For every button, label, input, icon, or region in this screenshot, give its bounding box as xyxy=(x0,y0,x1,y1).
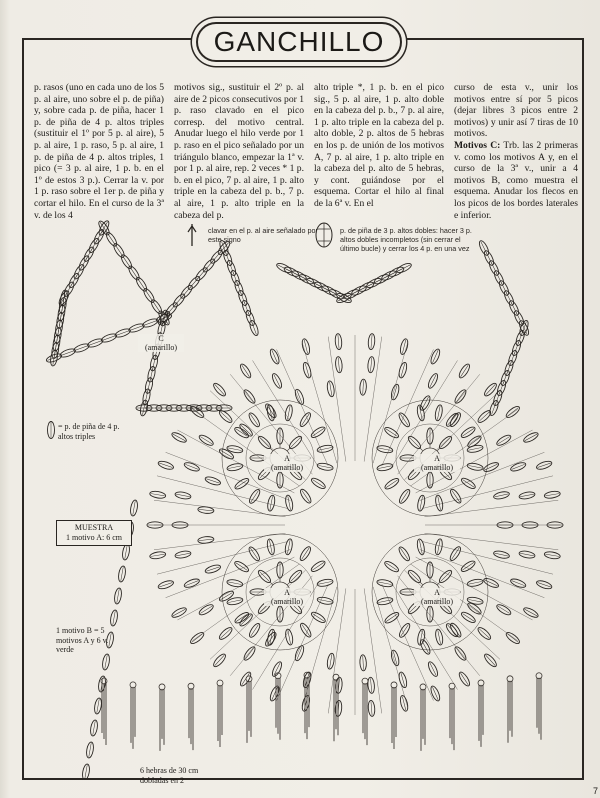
crochet-diagram xyxy=(24,208,582,778)
motif-c-name: C xyxy=(158,334,164,343)
motif-a-color: (amarillo) xyxy=(421,597,453,606)
column-3-text: alto triple *, 1 p. b. en el pico sig., 5 p. al aire, 1 p. alto doble en la cabeza del p. b., 7 p. al aire, 1 p. alto triple en la cabeza del p. alto doble, 2 p. altos de 5 hebras en los p. de unión de los motivos A, 7 p. al aire, 1 p. alto triple en la cabeza del p. alto de 5 hebras, y cont. guiándose por el esquema. Cortar el hilo al final de la 6ª v. En el xyxy=(314,82,444,209)
pina4-legend-note: = p. de piña de 4 p. altos triples xyxy=(58,422,120,441)
motif-a-name: A xyxy=(284,454,290,463)
pina4-symbol-icon xyxy=(46,420,56,440)
column-2-text: motivos sig., sustituir el 2º p. al aire de 2 picos consecutivos por 1 p. raso clavado en el pico corresp. del motivo central. Anudar luego el hilo verde por 1 p. raso en el pico señalado por un triángulo blanco, empezar la 1ª v. por 1 p. al aire, rep. 2 veces * 1 p. b. en el pico, 7 p. al aire, 1 p. alto triple en la cabeza del p. b., 7 p. al aire, 1 p. alto triple en la cabeza del p. xyxy=(174,82,305,221)
column-4-text: curso de esta v., unir los motivos entre sí por 5 picos (dejar libres 3 picos entre 2 motivos) y unir así 7 tiras de 10 motivos. xyxy=(454,82,578,140)
motif-a-label-4 xyxy=(414,588,460,606)
page-number: 7 xyxy=(592,786,598,796)
arrow-legend-note: clavar en el p. al aire señalado por este signo xyxy=(208,226,318,244)
motif-a-name: A xyxy=(284,588,290,597)
sample-title: MUESTRA xyxy=(74,523,114,532)
motif-a-color: (amarillo) xyxy=(271,463,303,472)
motif-a-name: A xyxy=(434,588,440,597)
text-column-1 xyxy=(34,82,164,221)
motif-a-label-1 xyxy=(264,454,310,472)
motivos-c-heading: Motivos C: xyxy=(454,139,501,151)
motif-c-label xyxy=(138,334,184,352)
motif-c-color: (amarillo) xyxy=(145,343,177,352)
fringe-note: 6 hebras de 30 cm dobladas en 2 xyxy=(140,766,199,785)
page-title: GANCHILLO xyxy=(213,26,385,57)
motif-a-label-3 xyxy=(264,588,310,606)
sample-gauge: 1 motivo A: 6 cm xyxy=(66,533,122,542)
pina-symbol-icon xyxy=(312,220,336,250)
column-1-text: p. rasos (uno en cada uno de los 5 p. al aire, uno sobre el p. de piña) y, sobre cada p. de piña, hacer 1 p. de piña de 4 p. altos triples (sustituir el 1º por 5 p. al aire), 5 p. al aire, 1 p. raso, 5 p. al aire, 1 p. de piña de 4 p. altos triples, 1 pico (= 3 p. al aire, 1 p. b. en el 1º de estos 3 p.). Cerrar la v. por 1 p. raso sobre el 1er p. de piña y cortar el hilo. En el curso de la 3ª v. de los 4 xyxy=(34,82,164,221)
motif-a-label-2 xyxy=(414,454,460,472)
text-column-4 xyxy=(454,82,578,221)
motif-a-color: (amarillo) xyxy=(421,463,453,472)
motif-a-name: A xyxy=(434,454,440,463)
motivos-c-text: Trb. las 2 primeras v. como los motivos A y, en el curso de la 3ª v., unir a 4 motivos B, como muestra el esquema. Anudar los flecos en los picos de los bordes laterales e inferior. xyxy=(454,139,578,221)
text-column-2 xyxy=(174,82,304,221)
insert-arrow-icon xyxy=(186,222,198,248)
motivo-b-note: 1 motivo B = 5 motivos A y 6 v. verde xyxy=(56,626,109,654)
pina-legend-note: p. de piña de 3 p. altos dobles: hacer 3 p. altos dobles incompletos (sin cerrar el último bucle) y cerrar los 4 p. en una vez xyxy=(340,226,472,253)
motif-a-color: (amarillo) xyxy=(271,597,303,606)
fringe-layer xyxy=(101,672,542,751)
sample-box xyxy=(56,520,132,546)
title-banner xyxy=(196,22,402,62)
text-column-3 xyxy=(314,82,444,210)
